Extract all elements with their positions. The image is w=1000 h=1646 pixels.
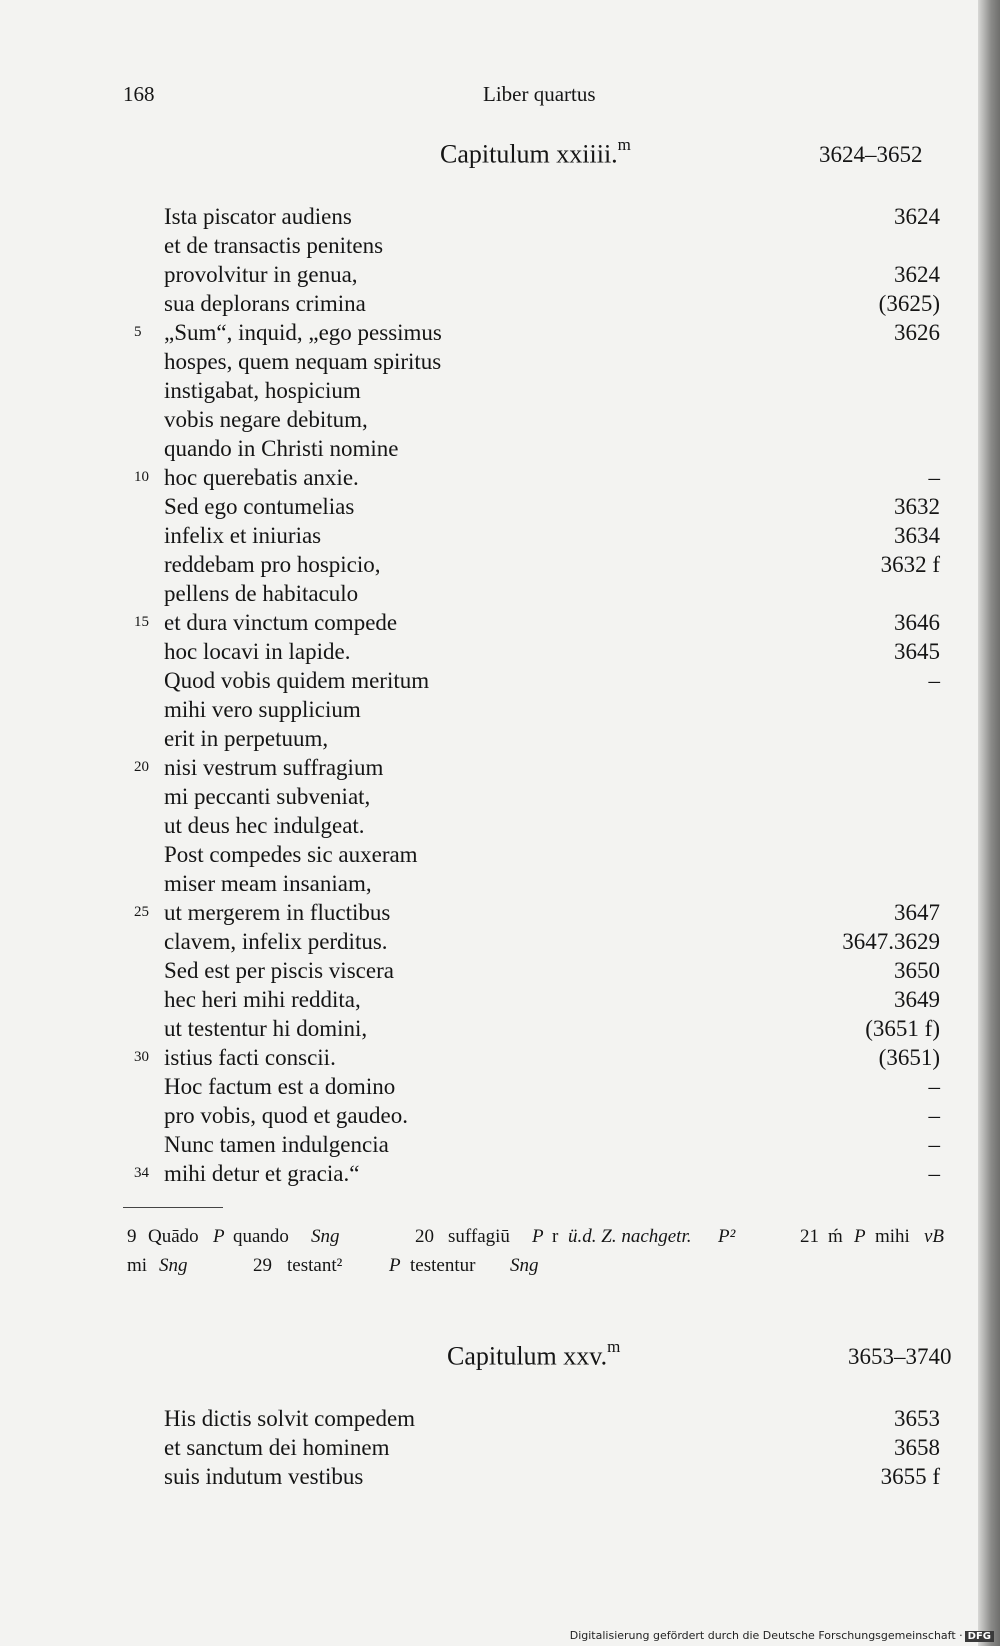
- verse-text: Nunc tamen indulgencia: [164, 1132, 389, 1157]
- verse-text: ut mergerem in fluctibus: [164, 900, 391, 925]
- verse-reference: 3647.3629: [842, 929, 940, 954]
- verse-line: [0, 1101, 940, 1130]
- verse-text: His dictis solvit compedem: [164, 1406, 416, 1431]
- line-number: 5: [134, 324, 142, 340]
- chapter-verse-range: 3624–3652: [819, 142, 923, 167]
- verse-text: Post compedes sic auxeram: [164, 842, 418, 867]
- verse-text: Quod vobis quidem meritum: [164, 668, 430, 693]
- verse-line: [0, 1404, 940, 1433]
- verse-reference: 3632: [894, 494, 940, 519]
- verse-reference: (3625): [878, 291, 940, 316]
- line-number: 34: [134, 1165, 149, 1181]
- verse-reference: –: [928, 1074, 940, 1099]
- verse-reference: 3624: [894, 204, 940, 229]
- verse-line: [0, 695, 940, 724]
- verse-line: [0, 927, 940, 956]
- verse-text: hec heri mihi reddita,: [164, 987, 361, 1012]
- verse-line: [0, 666, 940, 695]
- line-number: 30: [134, 1049, 149, 1065]
- line-number: 15: [134, 614, 149, 630]
- critical-apparatus: [127, 1222, 957, 1280]
- verse-text: Ista piscator audiens: [164, 204, 352, 229]
- verse-reference: 3647: [894, 900, 940, 925]
- verse-text: instigabat, hospicium: [164, 378, 361, 403]
- verse-line: [0, 1014, 940, 1043]
- verse-text: et dura vinctum compede: [164, 610, 398, 635]
- apparatus-row: mi Sng 29 testant² P testentur Sng: [127, 1251, 957, 1280]
- verse-reference: 3624: [894, 262, 940, 287]
- verse-line: [0, 347, 940, 376]
- verse-text: provolvitur in genua,: [164, 262, 358, 287]
- verse-line: [0, 724, 940, 753]
- chapter-title: Capitulum xxiiii.$^m$: [440, 135, 631, 169]
- verse-line: [0, 463, 940, 492]
- verse-reference: (3651 f): [865, 1016, 940, 1041]
- verse-text: sua deplorans crimina: [164, 291, 366, 316]
- verse-line: [0, 1433, 940, 1462]
- verse-line: [0, 782, 940, 811]
- verse-line: [0, 579, 940, 608]
- verse-text: pellens de habitaculo: [164, 581, 359, 606]
- verse-text: mi peccanti subveniat,: [164, 784, 371, 809]
- verse-reference: 3634: [894, 523, 940, 548]
- verse-line: [0, 1130, 940, 1159]
- digitization-credit: Digitalisierung gefördert durch die Deutsche Forschungsgemeinschaft · DFG: [570, 1629, 994, 1642]
- page-edge-shadow: [978, 0, 1000, 1646]
- verse-line: [0, 608, 940, 637]
- verse-text: mihi vero supplicium: [164, 697, 361, 722]
- verse-text: istius facti conscii.: [164, 1045, 336, 1070]
- verse-text: miser meam insaniam,: [164, 871, 372, 896]
- verse-text: Hoc factum est a domino: [164, 1074, 396, 1099]
- chapter-verse-range: 3653–3740: [848, 1344, 952, 1369]
- verse-text: clavem, infelix perditus.: [164, 929, 388, 954]
- verse-text: erit in perpetuum,: [164, 726, 329, 751]
- verse-line: [0, 811, 940, 840]
- verse-text: vobis negare debitum,: [164, 407, 368, 432]
- verse-line: [0, 260, 940, 289]
- verse-line: [0, 318, 940, 347]
- verse-line: [0, 550, 940, 579]
- verse-line: [0, 231, 940, 260]
- verse-reference: –: [928, 1161, 940, 1186]
- verse-text: quando in Christi nomine: [164, 436, 399, 461]
- verse-text: Sed est per piscis viscera: [164, 958, 394, 983]
- verse-line: [0, 898, 940, 927]
- verse-reference: 3626: [894, 320, 940, 345]
- verse-line: [0, 1043, 940, 1072]
- verse-text: ut testentur hi domini,: [164, 1016, 368, 1041]
- page-number: 168: [123, 82, 155, 106]
- verse-line: [0, 202, 940, 231]
- dfg-logo: DFG: [965, 1631, 994, 1642]
- note-number: 9: [127, 1226, 137, 1247]
- verse-reference: 3650: [894, 958, 940, 983]
- verse-line: [0, 434, 940, 463]
- verse-reference: –: [928, 1103, 940, 1128]
- verse-line: [0, 1159, 940, 1188]
- verse-text: hospes, quem nequam spiritus: [164, 349, 442, 374]
- verse-line: [0, 637, 940, 666]
- note-number: 21: [800, 1226, 819, 1247]
- verse-text: pro vobis, quod et gaudeo.: [164, 1103, 409, 1128]
- verse-line: [0, 840, 940, 869]
- verse-reference: –: [928, 668, 940, 693]
- verse-text: hoc locavi in lapide.: [164, 639, 351, 664]
- line-number: 10: [134, 469, 149, 485]
- line-number: 20: [134, 759, 149, 775]
- note-number: 29: [253, 1255, 272, 1276]
- chapter-title: Capitulum xxv.$^m$: [447, 1337, 621, 1371]
- verse-text: reddebam pro hospicio,: [164, 552, 381, 577]
- verse-line: [0, 985, 940, 1014]
- verse-text: suis indutum vestibus: [164, 1464, 364, 1489]
- verse-line: [0, 376, 940, 405]
- verse-reference: –: [928, 1132, 940, 1157]
- line-number: 25: [134, 904, 149, 920]
- verse-text: „Sum“, inquid, „ego pessimus: [164, 320, 442, 345]
- verse-reference: (3651): [878, 1045, 940, 1070]
- apparatus-row: 9 Quādo P quando Sng 20 suffagiū P r ü.d. Z. nachgetr. P² 21 ḿ P mihi vB: [127, 1222, 957, 1251]
- verse-line: [0, 405, 940, 434]
- verse-text: mihi detur et gracia.“: [164, 1161, 360, 1186]
- running-title: Liber quartus: [483, 82, 596, 106]
- verse-reference: 3658: [894, 1435, 940, 1460]
- verse-line: [0, 869, 940, 898]
- verse-text: et sanctum dei hominem: [164, 1435, 390, 1460]
- verse-reference: 3646: [894, 610, 940, 635]
- verse-text: ut deus hec indulgeat.: [164, 813, 365, 838]
- verse-line: [0, 289, 940, 318]
- verse-line: [0, 753, 940, 782]
- verse-reference: 3649: [894, 987, 940, 1012]
- verse-reference: –: [928, 465, 940, 490]
- verse-reference: 3645: [894, 639, 940, 664]
- verse-text: Sed ego contumelias: [164, 494, 355, 519]
- verse-line: [0, 956, 940, 985]
- verse-reference: 3655 f: [880, 1464, 940, 1489]
- verse-text: nisi vestrum suffragium: [164, 755, 384, 780]
- verse-line: [0, 492, 940, 521]
- verse-text: infelix et iniurias: [164, 523, 322, 548]
- verse-line: [0, 1462, 940, 1491]
- apparatus-rule: [123, 1207, 223, 1208]
- verse-reference: 3653: [894, 1406, 940, 1431]
- note-number: 20: [415, 1226, 434, 1247]
- verse-line: [0, 1072, 940, 1101]
- verse-text: et de transactis penitens: [164, 233, 384, 258]
- verse-reference: 3632 f: [880, 552, 940, 577]
- verse-text: hoc querebatis anxie.: [164, 465, 359, 490]
- verse-line: [0, 521, 940, 550]
